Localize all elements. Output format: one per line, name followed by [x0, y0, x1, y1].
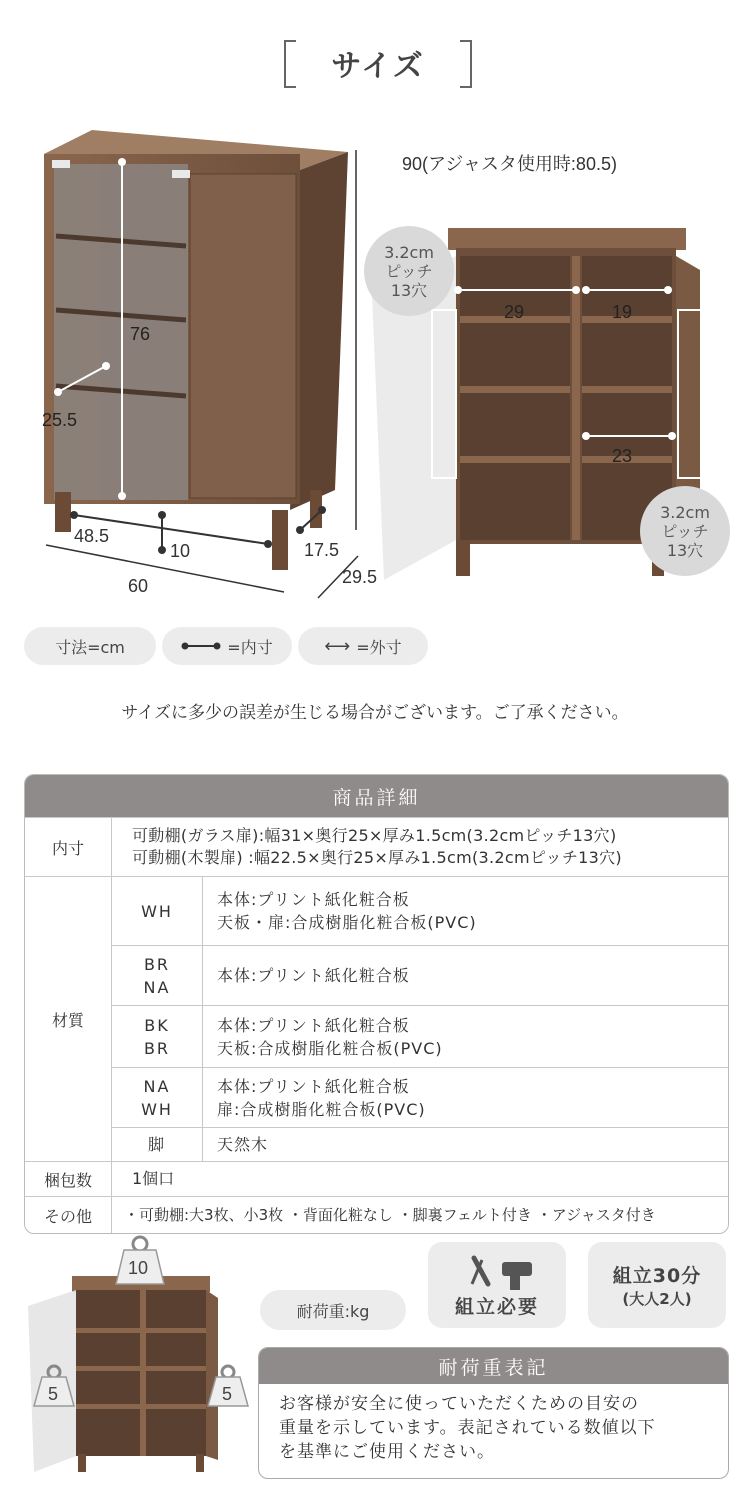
- glass-shelf-width: 29: [504, 302, 525, 322]
- pitch-bubble-right: [640, 486, 730, 576]
- load-text-line: を基準にご使用ください。: [279, 1442, 495, 1462]
- color-code: 脚: [147, 1135, 166, 1154]
- material-line: 扉:合成樹脂化粧合板(PVC): [217, 1099, 426, 1119]
- assembly-time-badge: [588, 1242, 726, 1328]
- inner-line: 可動棚(木製扉) :幅22.5×奥行25×厚み1.5cm(3.2cmピッチ13穴): [132, 848, 622, 867]
- time-label: 組立30分: [612, 1265, 702, 1287]
- inner-legend-pill: [162, 627, 292, 665]
- material-line: 天然木: [217, 1135, 269, 1154]
- inner-line: 可動棚(ガラス扉):幅31×奥行25×厚み1.5cm(3.2cmピッチ13穴): [132, 826, 617, 845]
- cabinet-diagram: [0, 110, 750, 620]
- depth-dimension: 29.5: [342, 567, 378, 587]
- tools-icon: [452, 1252, 542, 1292]
- row-label: 材質: [25, 877, 112, 1161]
- material-line: 本体:プリント紙化粧合板: [217, 966, 410, 985]
- shelf-depth-dimension: 25.5: [42, 410, 78, 430]
- outer-label: =外寸: [356, 637, 402, 657]
- bubble-line: 3.2cm: [384, 242, 434, 262]
- row-label: 内寸: [25, 818, 112, 876]
- color-code: BK: [144, 1015, 170, 1035]
- material-list: [112, 877, 728, 1161]
- people-label: (大人2人): [622, 1290, 692, 1308]
- load-left-value: 5: [48, 1384, 59, 1404]
- material-line: 天板・扉:合成樹脂化粧合板(PVC): [217, 913, 477, 932]
- side-dimension: 17.5: [304, 540, 340, 560]
- height-dimension: 90(アジャスタ使用時:80.5): [402, 154, 617, 174]
- material-item: [112, 1005, 728, 1067]
- inner-height-dimension: 76: [130, 324, 151, 344]
- assembly-label: 組立必要: [454, 1295, 539, 1318]
- load-top-value: 10: [128, 1258, 149, 1278]
- page-title: サイズ: [331, 49, 425, 84]
- spec-header: 商品詳細: [25, 775, 728, 817]
- material-item: [112, 877, 728, 945]
- shelf-pitch-dimension: 23: [612, 446, 633, 466]
- package-row: [25, 1161, 728, 1196]
- load-text-line: お客様が安全に使っていただくための目安の: [279, 1394, 639, 1414]
- load-notice-text: [259, 1384, 728, 1472]
- color-code: BR: [143, 954, 171, 974]
- inner-size-row: [25, 817, 728, 876]
- color-code: NA: [143, 1076, 171, 1096]
- material-line: 天板:合成樹脂化粧合板(PVC): [217, 1038, 443, 1058]
- row-label: 梱包数: [25, 1162, 112, 1196]
- material-item: [112, 1067, 728, 1127]
- load-unit-pill: [260, 1290, 406, 1330]
- material-line: 本体:プリント紙化粧合板: [217, 1015, 410, 1035]
- row-value: ・可動棚:大3枚、小3枚 ・背面化粧なし ・脚裏フェルト付き ・アジャスタ付き: [124, 1206, 656, 1224]
- bubble-line: 3.2cm: [660, 502, 710, 522]
- row-value: 1個口: [132, 1169, 175, 1188]
- material-item: [112, 945, 728, 1005]
- other-row: [25, 1196, 728, 1233]
- inner-label: =内寸: [227, 637, 273, 657]
- load-text-line: 重量を示しています。表記されている数値以下: [279, 1418, 656, 1438]
- color-code: WH: [141, 1099, 173, 1119]
- bubble-line: ピッチ: [385, 261, 433, 281]
- width-dimension: 60: [128, 576, 149, 596]
- load-notice-header: 耐荷重表記: [259, 1348, 728, 1384]
- assembly-badge: [428, 1242, 566, 1328]
- color-code: WH: [141, 901, 173, 921]
- material-line: 本体:プリント紙化粧合板: [217, 1076, 410, 1096]
- load-notice: [258, 1347, 729, 1479]
- bubble-line: ピッチ: [661, 521, 709, 541]
- double-arrow-icon: ⟷: [324, 635, 351, 657]
- inner-width-dimension: 48.5: [74, 526, 110, 546]
- color-code: BR: [143, 1038, 171, 1058]
- wood-shelf-width: 19: [612, 302, 633, 322]
- load-unit-label: 耐荷重:kg: [296, 1301, 370, 1321]
- bubble-line: 13穴: [666, 540, 704, 560]
- bubble-line: 13穴: [390, 280, 428, 300]
- row-value: [112, 818, 728, 876]
- dot-line-icon: [181, 641, 221, 651]
- material-line: 本体:プリント紙化粧合板: [217, 890, 410, 909]
- color-code: NA: [143, 977, 171, 997]
- row-label: その他: [25, 1197, 112, 1233]
- outer-legend-pill: [298, 627, 428, 665]
- material-item: [112, 1127, 728, 1161]
- material-row: [25, 876, 728, 1161]
- spec-table: [24, 774, 729, 1234]
- load-right-value: 5: [222, 1384, 233, 1404]
- leg-dimension: 10: [170, 541, 191, 561]
- pitch-bubble-left: [364, 226, 454, 316]
- unit-pill: [24, 627, 156, 665]
- size-note: サイズに多少の誤差が生じる場合がございます。ご了承ください。: [121, 703, 629, 723]
- unit-label: 寸法=cm: [55, 637, 125, 657]
